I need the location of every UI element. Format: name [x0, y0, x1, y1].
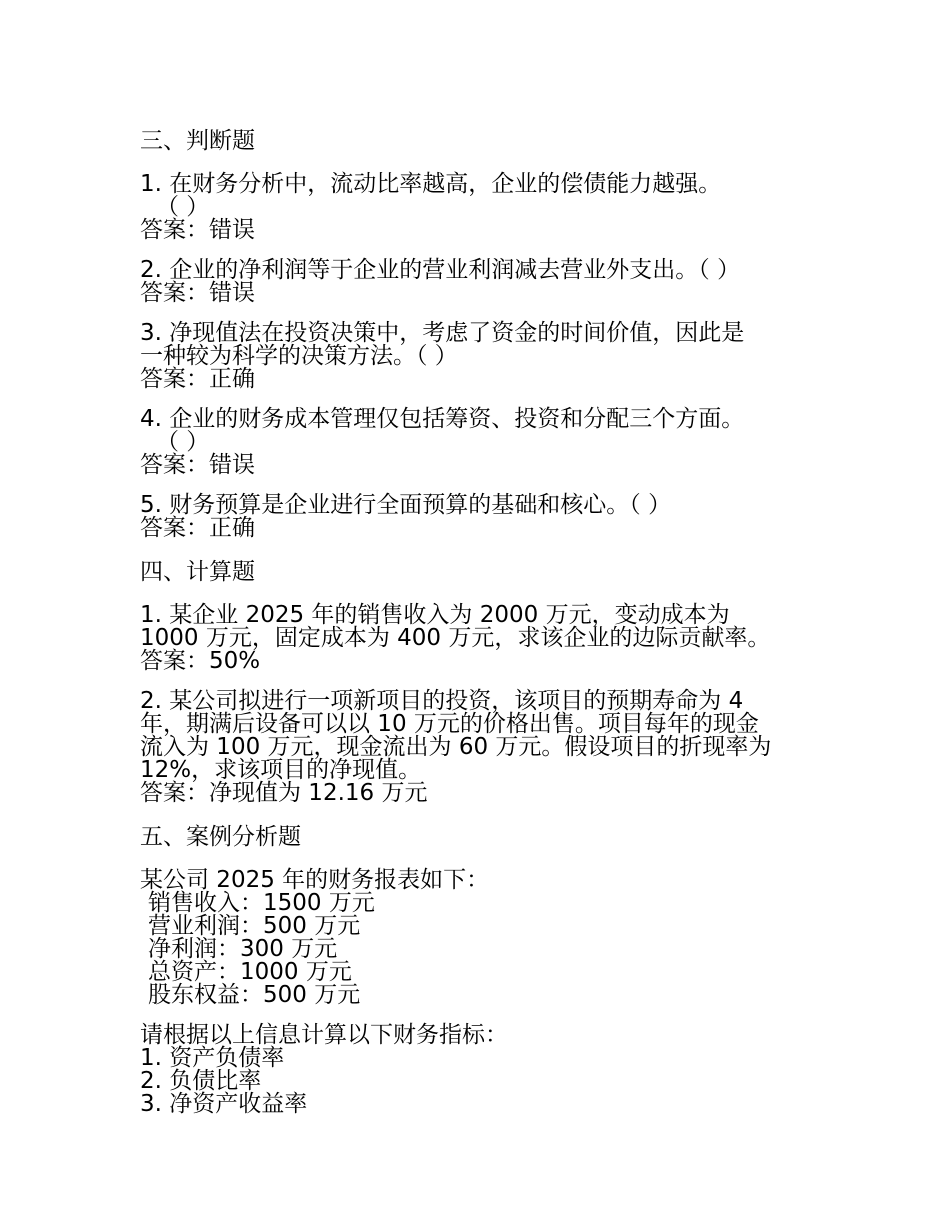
question-text: 1. 在财务分析中，流动比率越高，企业的偿债能力越强。	[140, 171, 722, 197]
answer-text: 答案：错误	[140, 280, 255, 306]
section-5-title: 五、案例分析题	[140, 824, 301, 850]
answer-text: 答案：正确	[140, 366, 255, 392]
answer-text: 答案：正确	[140, 515, 255, 541]
statement-item: 销售收入：1500 万元	[148, 890, 375, 916]
answer-text: 答案：50%	[140, 648, 261, 674]
question-text: 5. 财务预算是企业进行全面预算的基础和核心。（ ）	[140, 492, 672, 518]
task-item: 2. 负债比率	[140, 1068, 262, 1094]
task-item: 3. 净资产收益率	[140, 1091, 308, 1117]
statement-item: 营业利润：500 万元	[148, 913, 361, 939]
question-text-continued: 12%，求该项目的净现值。	[140, 757, 422, 783]
case-tasks	[140, 1024, 810, 1116]
question-text-continued: 流入为 100 万元，现金流出为 60 万元。假设项目的折现率为	[140, 734, 772, 760]
judgment-question-5	[140, 494, 810, 540]
section-3-title: 三、判断题	[140, 128, 255, 154]
question-text-continued: 1000 万元，固定成本为 400 万元，求该企业的边际贡献率。	[140, 625, 771, 651]
question-text-continued: 年，期满后设备可以以 10 万元的价格出售。项目每年的现金	[140, 711, 759, 737]
document-page	[140, 126, 810, 1133]
case-financial-statement	[140, 869, 810, 1007]
judgment-question-4	[140, 408, 810, 477]
question-blank: （ ）	[156, 429, 210, 455]
answer-text: 答案：错误	[140, 452, 255, 478]
section-4-title: 四、计算题	[140, 559, 255, 585]
statement-item: 总资产：1000 万元	[148, 959, 352, 985]
question-text-continued: 一种较为科学的决策方法。（ ）	[140, 343, 458, 369]
calc-question-2	[140, 690, 810, 805]
question-text: 1. 某企业 2025 年的销售收入为 2000 万元，变动成本为	[140, 602, 730, 628]
question-text: 2. 某公司拟进行一项新项目的投资，该项目的预期寿命为 4	[140, 688, 744, 714]
question-text: 3. 净现值法在投资决策中，考虑了资金的时间价值，因此是	[140, 320, 745, 346]
calc-question-1	[140, 604, 810, 673]
question-blank: （ ）	[156, 194, 210, 220]
judgment-question-2	[140, 259, 810, 305]
task-item: 1. 资产负债率	[140, 1045, 285, 1071]
case-prompt: 请根据以上信息计算以下财务指标：	[140, 1022, 508, 1048]
judgment-question-1	[140, 173, 810, 242]
answer-text: 答案：净现值为 12.16 万元	[140, 780, 428, 806]
statement-item: 股东权益：500 万元	[148, 982, 361, 1008]
question-text: 2. 企业的净利润等于企业的营业利润减去营业外支出。（ ）	[140, 257, 741, 283]
statement-item: 净利润：300 万元	[148, 936, 338, 962]
answer-text: 答案：错误	[140, 217, 255, 243]
case-intro: 某公司 2025 年的财务报表如下：	[140, 867, 490, 893]
judgment-question-3	[140, 322, 810, 391]
question-text: 4. 企业的财务成本管理仅包括筹资、投资和分配三个方面。	[140, 406, 745, 432]
